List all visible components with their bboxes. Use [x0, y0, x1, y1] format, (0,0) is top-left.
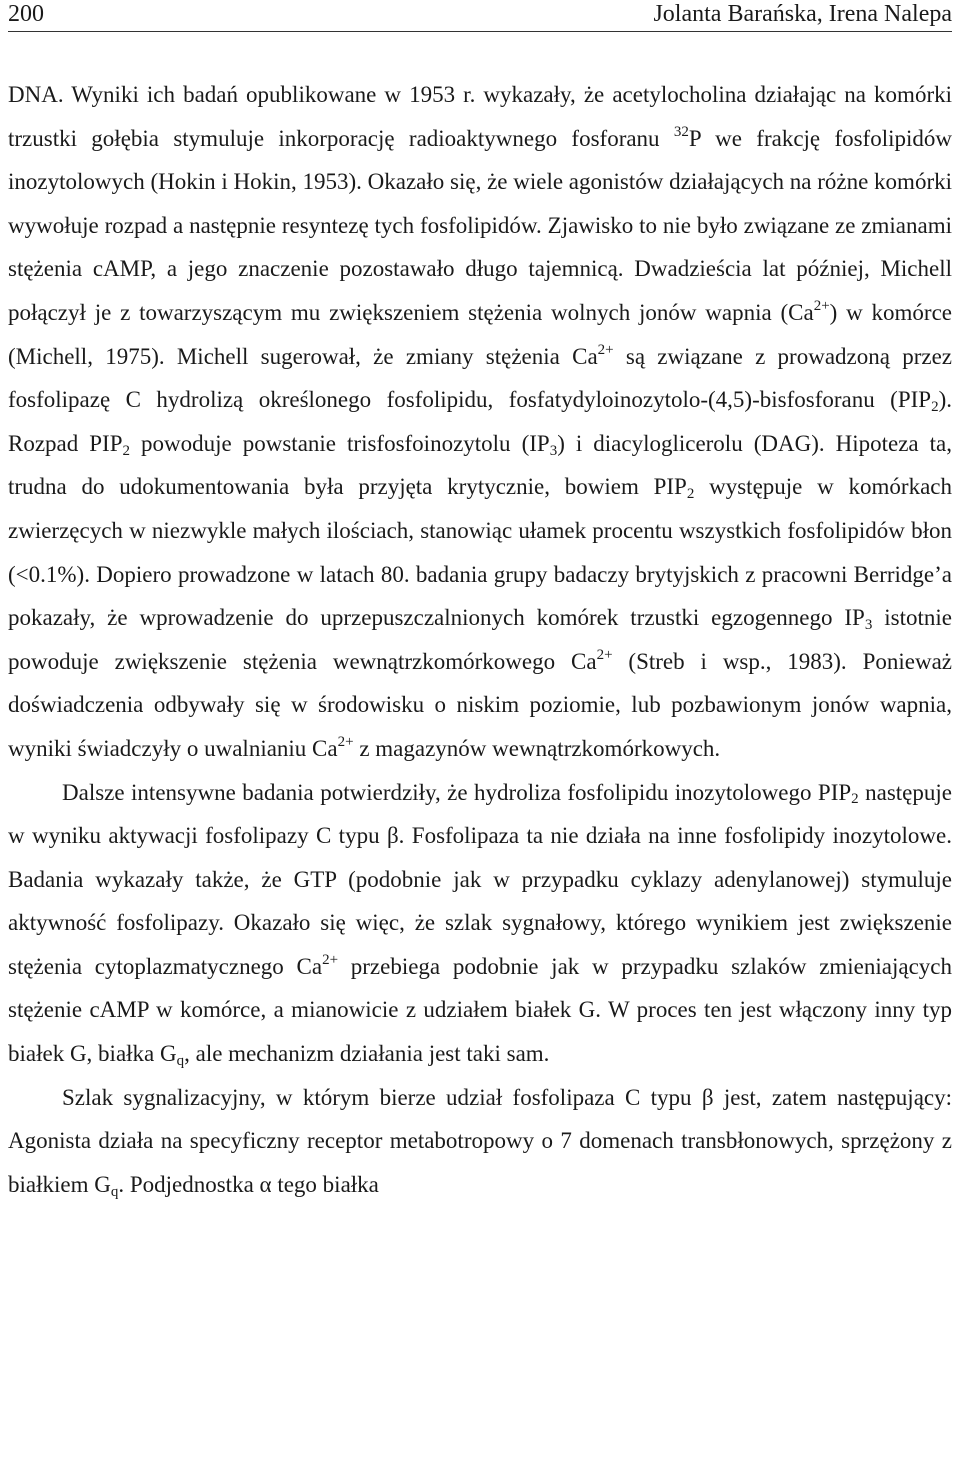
superscript: 2+ [322, 952, 339, 969]
text-run: są związane z prowadzoną przez fosfolipazę C hydrolizą określonego fosfolipidu, fosfatydyloinozytolo-(4,5)-bisfosforanu (PIP [8, 343, 952, 413]
subscript: 2 [686, 486, 695, 503]
subscript: 2 [122, 442, 131, 459]
text-run: P we frakcję fosfolipidów inozytolowych (Hokin i Hokin, 1953). Okazało się, że wiele agonistów działających na różne komórki wywołuje rozpad a następnie resyntezę tych fosfolipidów. Zjawisko to nie było związane ze zmianami stężenia cAMP, a jego znaczenie pozostawało długo tajemnicą. Dwadzieścia lat później, Michell połączył je z towarzyszącym mu zwiększeniem stężenia wolnych jonów wapnia (Ca [8, 125, 952, 325]
subscript: 2 [931, 398, 939, 415]
text-run: następuje w wyniku aktywacji fosfolipazy C typu β. Fosfolipaza ta nie działa na inne fosfolipidy inozytolowe. Badania wykazały także, że GTP (podobnie jak w przypadku cyklazy adenylanowej) stymuluje aktywność fosfolipazy. Okazało się więc, że szlak sygnałowy, którego wynikiem jest zwiększenie stężenia cytoplazmatycznego Ca [8, 779, 952, 979]
page-number: 200 [8, 1, 44, 27]
superscript: 2+ [596, 646, 613, 663]
superscript: 2+ [813, 298, 830, 315]
subscript: q [110, 1183, 119, 1200]
superscript: 2+ [597, 341, 614, 358]
text-run: występuje w komórkach zwierzęcych w niezwykle małych ilościach, stanowiąc ułamek procentu wszystkich fosfolipidów błon (<0.1%). Dopiero prowadzone w latach 80. badania grupy badaczy brytyjskich z pracowni Berridge’a pokazały, że wprowadzenie do uprzepuszczalnionych komórek trzustki egzogennego IP [8, 474, 952, 631]
paragraph-2 [8, 771, 952, 1076]
text-run: DNA. Wyniki ich badań opublikowane w 1953 r. wykazały, że acetylocholina działając na komórki trzustki gołębia stymuluje inkorporację radioaktywnego fosforanu [8, 82, 952, 151]
text-run: przebiega podobnie jak w przypadku szlaków zmieniających stężenie cAMP w komórce, a mianowicie z udziałem białek G. W proces ten jest włączony inny typ białek G, białka G [8, 953, 952, 1067]
running-header [8, 0, 952, 32]
text-run: ) i diacyloglicerolu (DAG). Hipoteza ta, trudna do udokumentowania była przyjęta krytycznie, bowiem PIP [8, 430, 952, 500]
superscript: 32 [673, 123, 689, 140]
text-run: . Podjednostka α tego białka [118, 1171, 379, 1197]
text-run: ) w komórce (Michell, 1975). Michell sugerował, że zmiany stężenia Ca [8, 299, 952, 369]
text-run: powoduje powstanie trisfosfoinozytolu (IP [130, 430, 550, 456]
text-run: (Streb i wsp., 1983). Ponieważ doświadczenia odbywały się w środowisku o niskim poziomie, lub pozbawionym jonów wapnia, wyniki świadczyły o uwalnianiu Ca [8, 648, 952, 761]
text-run: ). Rozpad PIP [8, 387, 952, 456]
subscript: 3 [549, 442, 558, 459]
body-text [8, 73, 952, 1206]
text-run: Dalsze intensywne badania potwierdziły, że hydroliza fosfolipidu inozytolowego PIP [62, 779, 852, 805]
subscript: 3 [864, 616, 873, 633]
paragraph-3 [8, 1076, 952, 1207]
text-run: z magazynów wewnątrzkomórkowych. [353, 735, 721, 761]
text-run: , ale mechanizm działania jest taki sam. [184, 1041, 550, 1067]
paragraph-1 [8, 73, 952, 771]
subscript: 2 [851, 791, 859, 808]
superscript: 2+ [337, 734, 354, 751]
header-authors: Jolanta Barańska, Irena Nalepa [653, 1, 952, 27]
text-run: Szlak sygnalizacyjny, w którym bierze udział fosfolipaza C typu β jest, zatem następujący: Agonista działa na specyficzny receptor metabotropowy o 7 domenach transbłonowych, sprzężony z białkiem G [8, 1084, 952, 1197]
subscript: q [176, 1052, 185, 1069]
text-run: istotnie powoduje zwiększenie stężenia wewnątrzkomórkowego Ca [8, 605, 952, 674]
